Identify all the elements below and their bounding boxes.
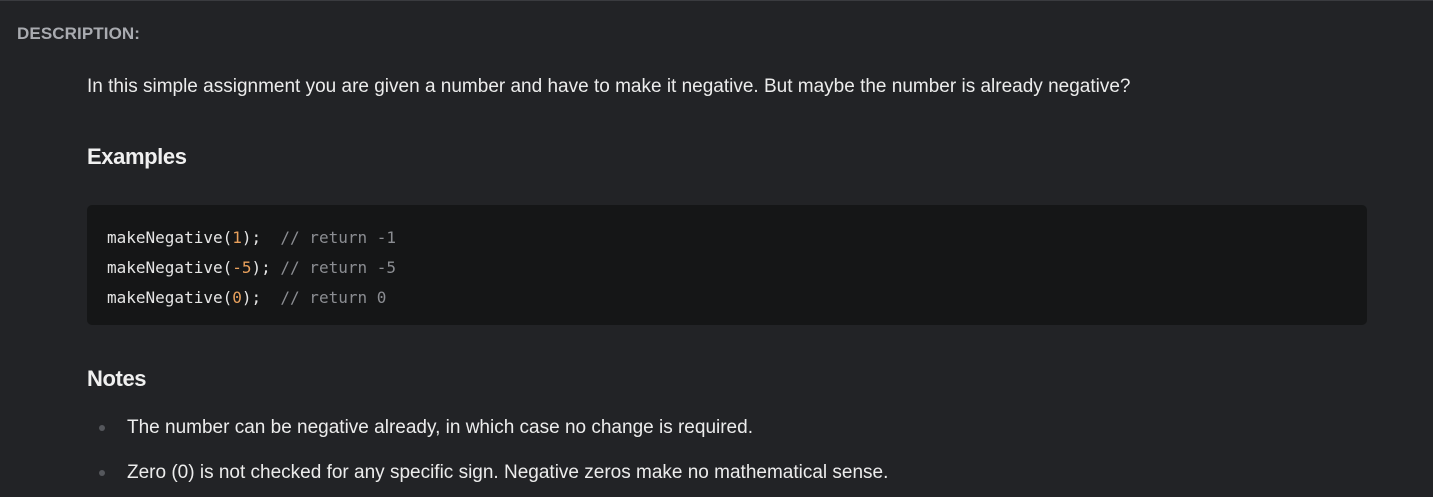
code-line <box>107 223 1347 253</box>
description-label: DESCRIPTION: <box>17 24 141 43</box>
code-function: makeNegative( <box>107 258 233 277</box>
code-comment: // return -1 <box>280 228 396 247</box>
bullet-icon <box>99 425 105 431</box>
code-comment: // return -5 <box>280 258 396 277</box>
intro-paragraph: In this simple assignment you are given a number and have to make it negative. But maybe the number is already negative? <box>87 76 1131 97</box>
code-example-block[interactable] <box>87 205 1367 325</box>
code-function: makeNegative( <box>107 288 233 307</box>
code-comment: // return 0 <box>280 288 387 307</box>
code-punctuation: ); <box>251 258 281 277</box>
note-text: The number can be negative already, in which case no change is required. <box>127 417 753 438</box>
examples-heading: Examples <box>87 144 187 169</box>
code-line <box>107 253 1347 283</box>
code-line <box>107 283 1347 313</box>
code-number: 0 <box>232 288 242 307</box>
list-item <box>87 409 888 454</box>
code-number: 1 <box>232 228 242 247</box>
notes-heading: Notes <box>87 366 147 391</box>
notes-list <box>87 409 888 497</box>
list-item <box>87 454 888 497</box>
code-punctuation: ); <box>241 228 281 247</box>
code-function: makeNegative( <box>107 228 233 247</box>
code-number: -5 <box>232 258 252 277</box>
code-punctuation: ); <box>241 288 281 307</box>
note-text: Zero (0) is not checked for any specific sign. Negative zeros make no mathematical sense. <box>127 462 889 483</box>
bullet-icon <box>99 470 105 476</box>
